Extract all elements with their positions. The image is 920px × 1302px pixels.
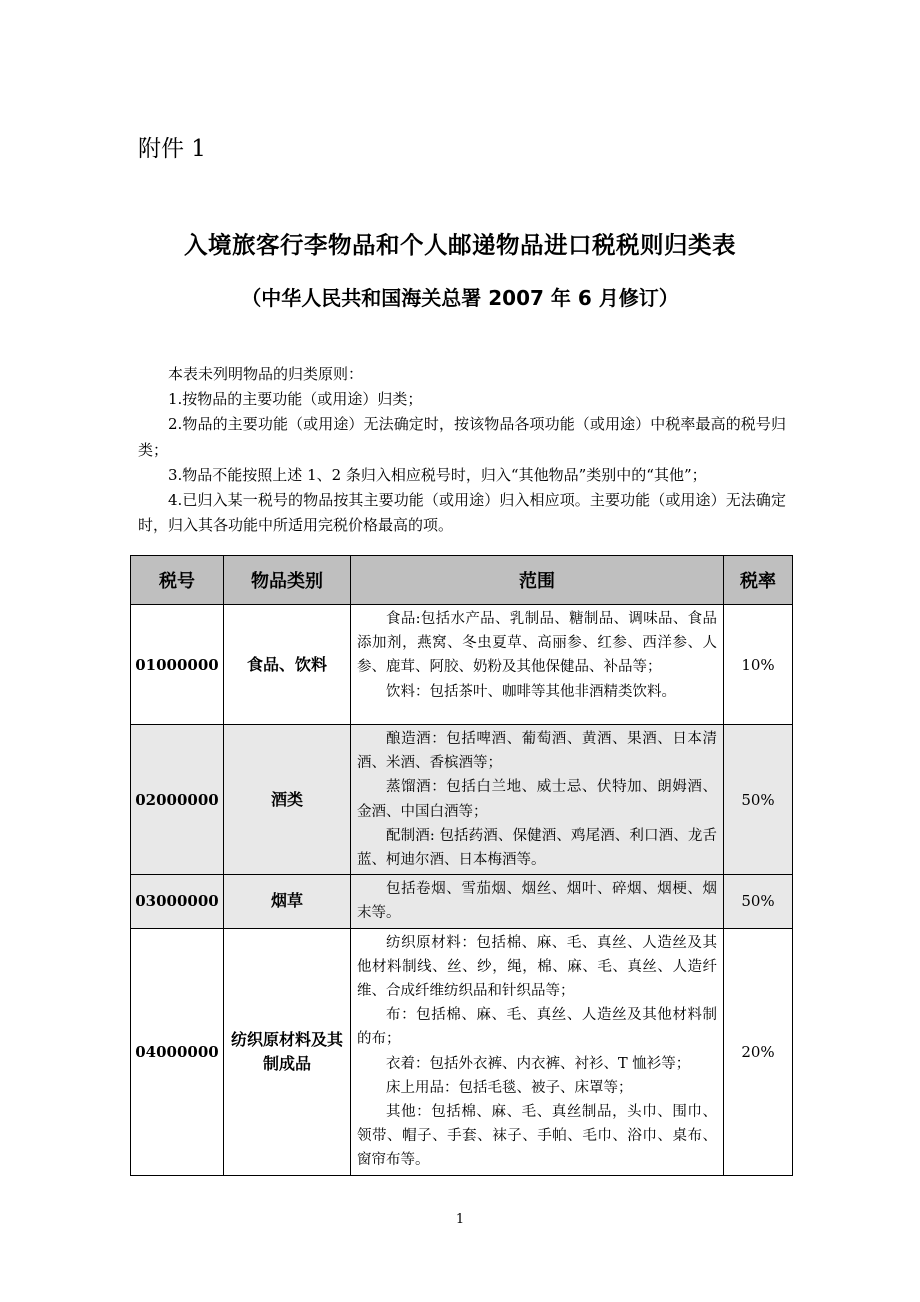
page-number: 1 (455, 1212, 465, 1227)
scope-item: 布：包括棉、麻、毛、真丝、人造丝及其他材料制的布； (357, 1007, 717, 1048)
scope-item: 纺织原材料：包括棉、麻、毛、真丝、人造丝及其他材料制线、丝、纱，绳，棉、麻、毛、真丝、人造纤维、合成纤维纺织品和针织品等； (357, 934, 717, 1000)
row-category: 食品、饮料 (224, 605, 351, 725)
row-scope (351, 875, 724, 928)
table-row (131, 725, 793, 875)
header-rate: 税率 (724, 556, 793, 605)
principle-rule-2: 2.物品的主要功能（或用途）无法确定时，按该物品各项功能（或用途）中税率最高的税号归类； (138, 415, 786, 459)
row-code: 01000000 (131, 605, 224, 725)
row-code: 03000000 (131, 875, 224, 928)
scope-item: 酿造酒：包括啤酒、葡萄酒、黄酒、果酒、日本清酒、米酒、香槟酒等； (357, 731, 717, 772)
table-header-row (131, 556, 793, 605)
row-rate: 50% (724, 725, 793, 875)
row-rate: 20% (724, 928, 793, 1175)
document-title: 入境旅客行李物品和个人邮递物品进口税税则归类表 (184, 231, 736, 259)
row-category: 酒类 (224, 725, 351, 875)
scope-item: 蒸馏酒：包括白兰地、威士忌、伏特加、朗姆酒、金酒、中国白酒等； (357, 779, 717, 820)
row-rate: 10% (724, 605, 793, 725)
header-code: 税号 (131, 556, 224, 605)
scope-item: 饮料：包括茶叶、咖啡等其他非酒精类饮料。 (386, 683, 676, 700)
row-category: 烟草 (224, 875, 351, 928)
table-row (131, 928, 793, 1175)
principle-rule-1: 1.按物品的主要功能（或用途）归类； (168, 390, 423, 409)
attachment-label: 附件 1 (138, 136, 206, 162)
row-scope (351, 605, 724, 725)
row-code: 02000000 (131, 725, 224, 875)
scope-item: 衣着：包括外衣裤、内衣裤、衬衫、T 恤衫等； (386, 1055, 691, 1072)
scope-item: 配制酒: 包括药酒、保健酒、鸡尾酒、利口酒、龙舌蓝、柯迪尔酒、日本梅酒等。 (357, 827, 717, 869)
principles-lead: 本表未列明物品的归类原则： (168, 365, 364, 383)
document-subtitle: （中华人民共和国海关总署 2007 年 6 月修订） (241, 286, 679, 310)
row-scope (351, 725, 724, 875)
row-rate: 50% (724, 875, 793, 928)
tax-classification-table (130, 555, 793, 1176)
scope-item: 食品:包括水产品、乳制品、糖制品、调味品、食品添加剂，燕窝、冬虫夏草、高丽参、红参、西洋参、人参、鹿茸、阿胶、奶粉及其他保健品、补品等； (357, 611, 717, 676)
header-category: 物品类别 (224, 556, 351, 605)
scope-item: 床上用品：包括毛毯、被子、床罩等； (386, 1079, 633, 1096)
principle-rule-3: 3.物品不能按照上述 1、2 条归入相应税号时，归入“其他物品”类别中的“其他”； (168, 465, 707, 484)
principle-rule-4: 4.已归入某一税号的物品按其主要功能（或用途）归入相应项。主要功能（或用途）无法确定时，归入其各功能中所适用完税价格最高的项。 (138, 491, 786, 535)
table-row (131, 605, 793, 725)
table-row (131, 875, 793, 928)
row-category: 纺织原材料及其制成品 (224, 928, 351, 1175)
scope-item: 其他：包括棉、麻、毛、真丝制品，头巾、围巾、领带、帽子、手套、袜子、手帕、毛巾、浴巾、桌布、窗帘布等。 (357, 1104, 717, 1169)
scope-item: 包括卷烟、雪茄烟、烟丝、烟叶、碎烟、烟梗、烟末等。 (357, 881, 717, 922)
row-code: 04000000 (131, 928, 224, 1175)
classification-principles (138, 362, 786, 538)
header-scope: 范围 (351, 556, 724, 605)
row-scope (351, 928, 724, 1175)
